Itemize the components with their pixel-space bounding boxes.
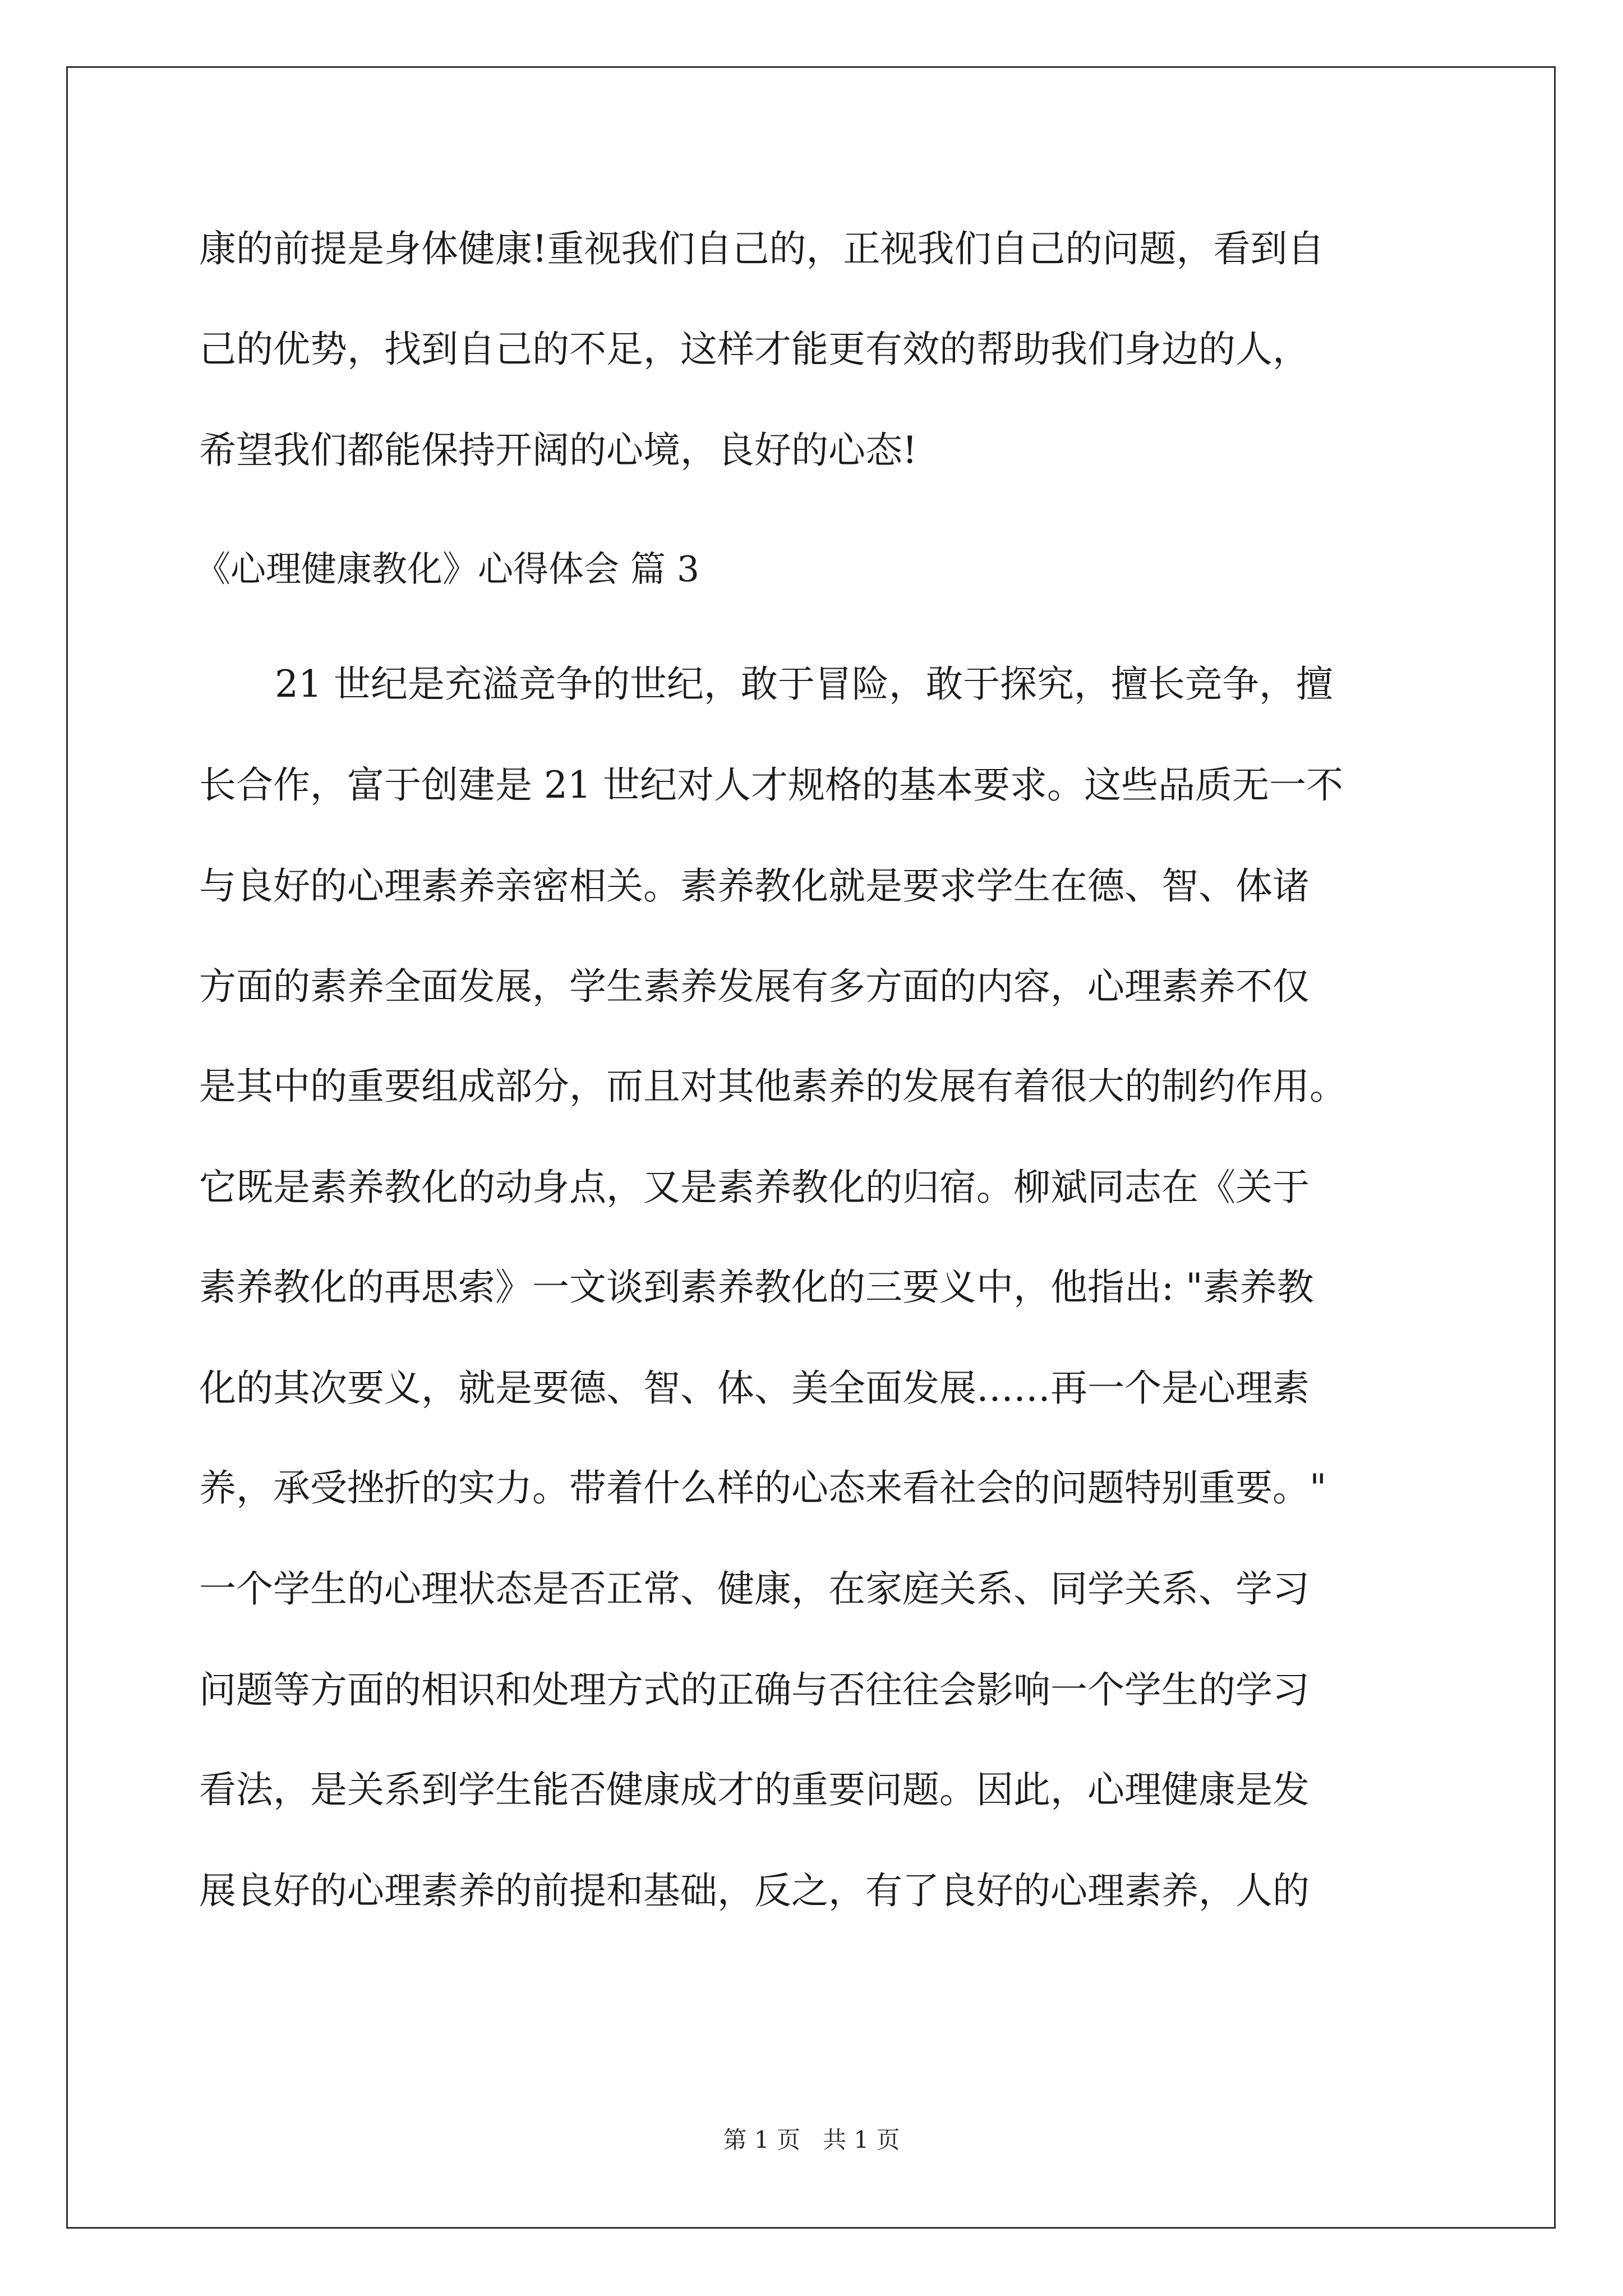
intro-line-3: 希望我们都能保持开阔的心境，良好的心态! (199, 429, 917, 472)
body-line-11: 问题等方面的相识和处理方式的正确与否往往会影响一个学生的学习 (199, 1668, 1310, 1711)
body-line-8: 化的其次要义，就是要德、智、体、美全面发展……再一个是心理素 (199, 1366, 1310, 1410)
body-line-10: 一个学生的心理状态是否正常、健康，在家庭关系、同学关系、学习 (199, 1567, 1310, 1611)
body-line-7: 素养教化的再思索》一文谈到素养教化的三要义中，他指出: "素养教 (199, 1266, 1314, 1309)
body-line-13: 展良好的心理素养的前提和基础，反之，有了良好的心理素养，人的 (199, 1869, 1310, 1912)
section-heading: 《心理健康教化》心得体会 篇 3 (195, 549, 700, 590)
body-line-3: 与良好的心理素养亲密相关。素养教化就是要求学生在德、智、体诸 (199, 864, 1310, 908)
intro-line-2: 己的优势，找到自己的不足，这样才能更有效的帮助我们身边的人， (199, 328, 1310, 371)
body-line-9: 养，承受挫折的实力。带着什么样的心态来看社会的问题特别重要。" (199, 1466, 1327, 1510)
body-line-6: 它既是素养教化的动身点，又是素养教化的归宿。柳斌同志在《关于 (199, 1166, 1310, 1209)
intro-line-1: 康的前提是身体健康!重视我们自己的，正视我们自己的问题，看到自 (199, 227, 1325, 270)
page-footer: 第 1 页 共 1 页 (723, 2126, 900, 2154)
body-line-2: 长合作，富于创建是 21 世纪对人才规格的基本要求。这些品质无一不 (199, 763, 1343, 807)
body-line-4: 方面的素养全面发展，学生素养发展有多方面的内容，心理素养不仅 (199, 965, 1310, 1008)
body-line-5: 是其中的重要组成部分，而且对其他素养的发展有着很大的制约作用。 (199, 1065, 1347, 1108)
body-line-12: 看法，是关系到学生能否健康成才的重要问题。因此，心理健康是发 (199, 1768, 1310, 1811)
body-line-1: 21 世纪是充溢竞争的世纪，敢于冒险，敢于探究，擅长竞争，擅 (275, 662, 1333, 706)
